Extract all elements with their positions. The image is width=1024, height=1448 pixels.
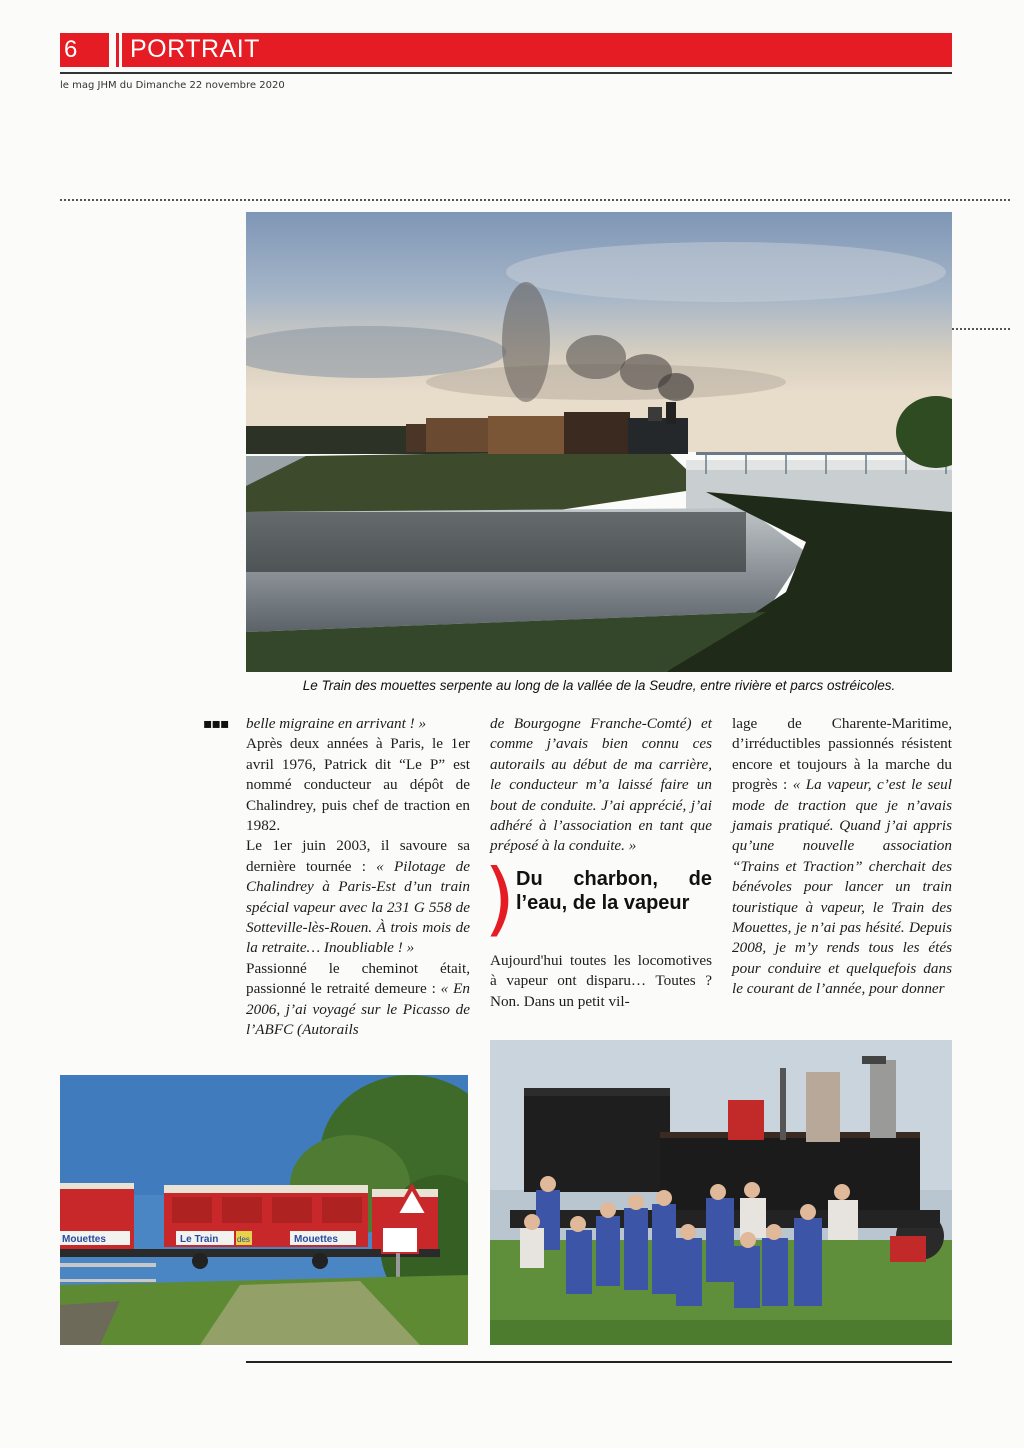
photo-illustration [60,1075,468,1345]
paragraph: belle migraine en arrivant ! » [246,715,427,732]
dotted-separator [952,328,1010,330]
quote: « La vapeur, c’est le seul mode de traction que je n’avais jamais pratiqué. Quand j’ai appris qu’une nouvelle association “Trains et Traction” cherchait des bénévoles pour lancer un train touristique à vapeur, le Train des Mouettes, je n’ai pas hésité. Depuis 2008, je m’y rends tous les étés pour conduire et quelquefois dans le courant de l’année, pour donner [732,776,952,998]
quote: « Pilotage de Chalindrey à Paris-Est d’un train spécial vapeur avec la 231 G 558 de Sotteville-lès-Rouen. À trois mois de la retraite… Inoubliable ! » [246,857,470,957]
carriage-sign: des [237,1235,250,1244]
paragraph [246,959,470,1041]
red-bracket-icon: ) [484,851,516,945]
subheading [484,851,712,945]
section-header-band [60,33,952,67]
text-run: Passionné le cheminot était, passionné le retraité demeure : [246,959,470,998]
header-divider [109,33,116,67]
bottom-rule [246,1361,952,1363]
paragraph: de Bourgogne Franche-Comté) et comme j’avais bien connu ces autorails au début de ma carrière, le conducteur m’a laissé faire un bout de conduite. J’ai apprécié, j’ai adhéré à l’association en tant que préposé à la conduite. » [490,715,712,855]
photo-illustration [490,1040,952,1345]
article-column-3 [732,714,952,1000]
subheading-text: Du charbon, de l’eau, de la vapeur [516,867,712,914]
dateline: le mag JHM du Dimanche 22 novembre 2020 [60,80,285,91]
text-run: lage de Charente-Maritime, d’irréductibles passionnés résistent encore et toujours à la marche du progrès : [732,715,952,794]
dotted-separator [60,199,1010,201]
paragraph: Après deux années à Paris, le 1er avril 1976, Patrick dit “Le P” est nommé conducteur au dépôt de Chalindrey, puis chef de traction en 1982. [246,735,470,835]
quote: « En 2006, j’ai voyagé sur le Picasso de l’ABFC (Autorails [246,980,470,1039]
carriage-sign: Mouettes [294,1234,338,1245]
carriage-sign: Le Train [180,1234,219,1245]
paragraph [732,714,952,1000]
paragraph: Aujourd'hui toutes les locomotives à vapeur ont disparu… Toutes ? Non. Dans un petit vil- [490,951,712,1010]
section-title: PORTRAIT [130,35,260,63]
header-divider [119,33,122,67]
photo-steam-train-river [246,212,952,672]
article-column-2 [484,714,712,1012]
article-column-1 [246,714,470,1041]
continuation-marker: ▪▪▪ [203,716,229,732]
photo-caption: Le Train des mouettes serpente au long de la vallée de la Seudre, entre rivière et parcs ostréicoles. [302,678,896,693]
carriage-sign: Mouettes [62,1234,106,1245]
header-rule [60,72,952,74]
photo-illustration [246,212,952,672]
page-number: 6 [64,36,78,63]
photo-volunteers-locomotive [490,1040,952,1345]
paragraph [246,836,470,958]
photo-red-carriages [60,1075,468,1345]
text-run: Le 1er juin 2003, il savoure sa dernière tournée : [246,837,470,875]
